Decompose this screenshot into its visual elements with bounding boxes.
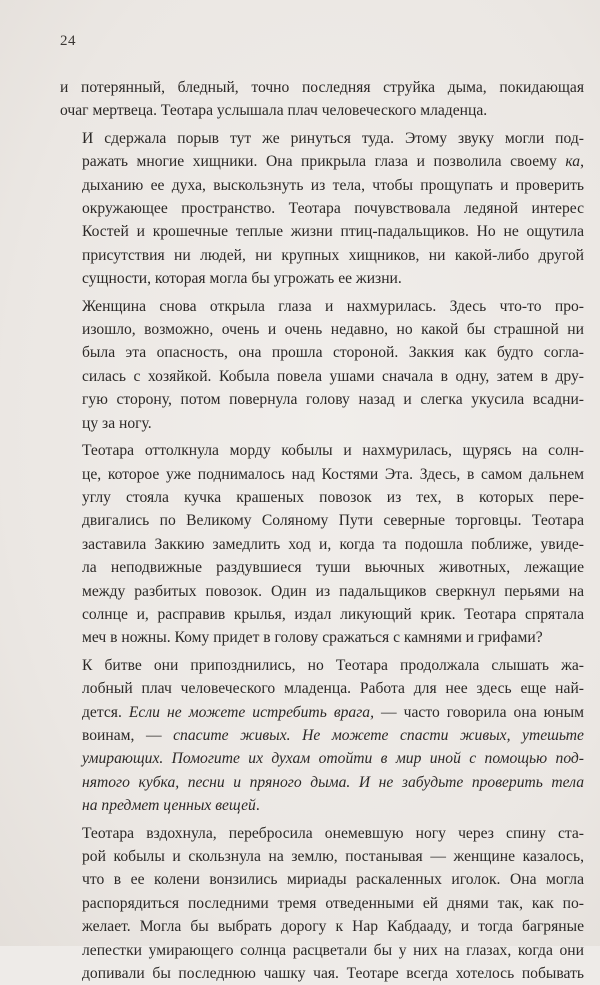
text-line: И сдержала порыв тут же ринуться туда. Этому звуку могли под-: [82, 129, 584, 147]
text-line: рой кобылы и скользнула на землю, постанывая — женщине казалось,: [82, 848, 584, 865]
text-line: распорядиться последними тремя отведенными ей днями так, как по-: [82, 894, 584, 912]
page-number: 24: [60, 33, 76, 49]
text-line: це, которое уже поднималось над Костями Эта. Здесь, в самом дальнем: [82, 465, 584, 483]
text-line: цу за ногу.: [82, 414, 152, 432]
paragraph-3: [60, 295, 584, 435]
text-line: [60, 701, 584, 724]
text-line: очаг мертвеца. Теотара услышала плач человеческого младенца.: [60, 102, 488, 120]
text-line: дыханию ее духа, выскользнуть из тела, чтобы прощупать и проверить: [82, 176, 584, 194]
text-line: силась с хозяйкой. Кобыла повела ушами сначала в одну, затем в дру-: [82, 367, 584, 385]
text-line: [60, 794, 584, 817]
text-line: окружающее пространство. Теотара почувствовала ледяной интерес: [82, 200, 584, 218]
text-line: углу стояла кучка крашеных повозок из тех, в которых пере-: [82, 488, 584, 506]
text-line: [60, 724, 584, 747]
text-line: что в ее колени вонзились мириады раскаленных иголок. Она могла: [82, 871, 584, 889]
text-line: допивали бы последнюю чашку чая. Теотаре всегда хотелось побывать: [82, 965, 584, 983]
text-line: меч в ножны. Кому придет в голову сражаться с камнями и грифами?: [82, 629, 543, 647]
italic-quote: спасите живых. Не можете спасти живых, утешьте: [173, 726, 584, 744]
text-line: желает. Могла бы выбрать дорогу к Нар Кабдааду, и тогда багряные: [82, 918, 584, 936]
text-line: изошло, возможно, очень и очень недавно, но какой бы страшной ни: [82, 321, 584, 339]
italic-quote-line: умирающих. Помогите их духам отойти в мир иной с помощью под-: [82, 750, 584, 768]
text-run: ражать многие хищники. Она прикрыла глаза и позволила своему: [82, 153, 566, 171]
text-line: и потерянный, бледный, точно последняя струйка дыма, покидающая: [60, 79, 584, 96]
text-line: Костей и крошечные теплые жизни птиц-падальщиков. Но не ощутила: [82, 223, 584, 241]
text-line: К битве они припозднились, но Теотара продолжала слышать жа-: [82, 656, 584, 674]
text-line: заставила Заккию замедлить ход и, когда та подошла поближе, увиде-: [82, 535, 584, 553]
text-run: ,: [580, 153, 584, 171]
paragraph-6: [60, 822, 584, 985]
body-text: [60, 76, 584, 985]
text-run: дется.: [82, 703, 129, 721]
text-line: лобный плач человеческого младенца. Работа для нее здесь еще най-: [82, 680, 584, 698]
italic-quote-line: нятого кубка, песни и пряного дыма. И не забудьте проверить тела: [82, 773, 584, 791]
italic-quote: Если не можете истребить врага,: [128, 703, 374, 721]
text-line: ла неподвижные раздувшиеся туши вьючных животных, лежащие: [82, 559, 584, 577]
italic-quote: на предмет ценных вещей: [82, 797, 256, 815]
text-run: .: [255, 797, 260, 815]
paragraph-1: [60, 76, 584, 123]
text-line: Теотара оттолкнула морду кобылы и нахмурилась, щурясь на солн-: [82, 442, 584, 460]
text-line: была эта опасность, она прошла стороной. Заккия как будто согла-: [82, 344, 584, 362]
text-line: солнце и, расправив крылья, издал ликующий крик. Теотара спрятала: [82, 605, 584, 623]
text-line: сущности, которая могла бы угрожать ее жизни.: [82, 270, 402, 288]
text-run: воинам, —: [82, 726, 174, 744]
text-line: лепестки умирающего солнца расцветали бы у них на глазах, когда они: [82, 941, 584, 959]
paragraph-2: [60, 127, 584, 291]
text-line: Женщина снова открыла глаза и нахмурилась. Здесь что-то про-: [82, 297, 584, 315]
paragraph-4: [60, 439, 584, 650]
text-line: между разбитых повозок. Один из падальщиков сверкнул перьями на: [82, 582, 584, 600]
text-run: — часто говорила она юным: [373, 703, 584, 721]
paragraph-5: [60, 654, 584, 818]
italic-term: ка: [565, 153, 581, 171]
text-line: присутствия ни людей, ни крупных хищников, ни какой-либо другой: [82, 246, 584, 264]
text-line: [60, 150, 584, 173]
text-line: Теотара вздохнула, перебросила онемевшую ногу через спину ста-: [82, 824, 584, 842]
text-line: гую сторону, потом повернула голову назад и слегка укусила всадни-: [82, 391, 584, 409]
text-line: двигались по Великому Соляному Пути северные торговцы. Теотара: [82, 512, 584, 530]
